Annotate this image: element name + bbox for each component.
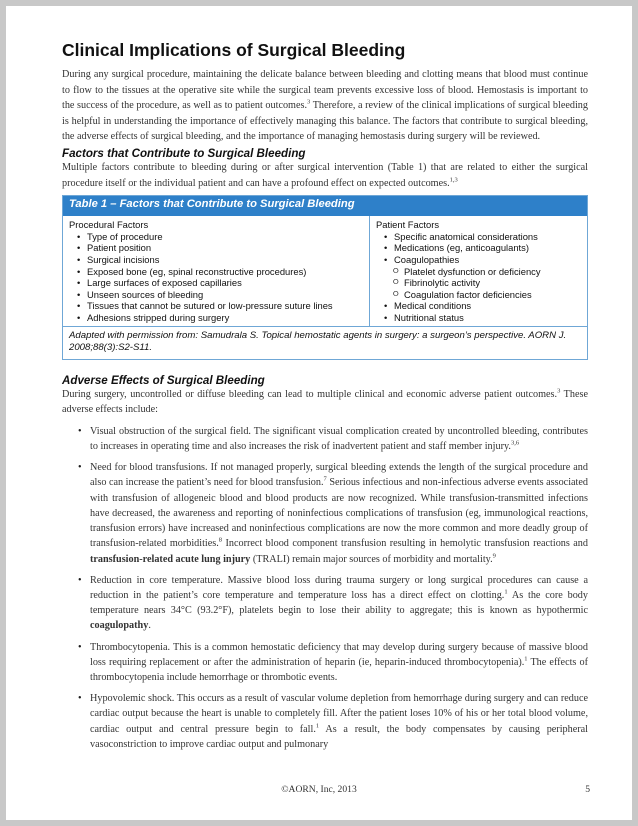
list-item: • Unseen sources of bleeding: [69, 289, 365, 301]
patient-factors-list: [376, 231, 583, 324]
factors-paragraph: Multiple factors contribute to bleeding during or after surgical intervention (Table 1) that are related to either the surgical procedure itself or the individual patient and can have a profound effect on expected outcomes.$^{1,3}$: [62, 161, 588, 189]
document-page: [6, 6, 632, 820]
list-item: • Medical conditions: [376, 300, 583, 312]
page-number: 5: [585, 784, 590, 795]
list-item: • Hypovolemic shock. This occurs as a result of vascular volume depletion from hemorrhage during surgery and can reduce cardiac output because the heart is unable to completely fill. After the patient loses 10% of his or her total blood volume, cardiac output and central pressure begin to fall.$^1$ As a result, the body compensates by causing peripheral vasoconstriction to improve cardiac output and pulmonary: [62, 691, 588, 752]
procedural-factors-column: [63, 216, 370, 325]
patient-factors-header: Patient Factors: [376, 219, 440, 231]
factors-table: [62, 195, 588, 360]
list-item: • Coagulopathies: [376, 254, 583, 266]
list-item: • Type of procedure: [69, 231, 365, 243]
patient-factors-column: [370, 216, 587, 325]
list-item: • Patient position: [69, 242, 365, 254]
list-item: • Tissues that cannot be sutured or low-pressure suture lines: [69, 300, 365, 312]
sub-list-item: ⭘ Coagulation factor deficiencies: [376, 289, 583, 301]
list-item: • Adhesions stripped during surgery: [69, 312, 365, 324]
list-item: • Need for blood transfusions. If not managed properly, surgical bleeding extends the length of the surgical procedure and also can increase the patient’s need for blood transfusion.$^7$ Serious infectious and non-infectious adverse events associated with transfusion of allogeneic blood and blood products are now recognized. While transfusion-transmitted infections have decreased, the awareness and reporting of noninfectious complications of transfusion (eg, immunological reactions, transfusion errors) have increased and noninfectious complications are now the more common and more deadly group of transfusion-related morbidities.$^8$ Incorrect blood component transfusion resulting in hemolytic transfusion reactions and transfusion-related acute lung injury (TRALI) remain major sources of morbidity and mortality.$^9$: [62, 460, 588, 566]
list-item: • Visual obstruction of the surgical field. The significant visual complication created by uncontrolled bleeding, contributes to increases in operating time and also increases the risk of inadvertent patient and staff member injury.$^{3,6}$: [62, 424, 588, 454]
intro-paragraph: During any surgical procedure, maintaining the delicate balance between bleeding and clotting means that blood must continue to flow to the tissues at the operative site while the surgical team prevents excessive loss of blood. Hemostasis is important to the success of the procedure, as well as to patient outcomes.$^3$ Therefore, a review of the clinical implications of surgical bleeding is helpful in understanding the importance of effectively managing this balance. The factors that contribute to surgical bleeding, the adverse effects of surgical bleeding, and the importance of managing hemostasis during surgery will be reviewed.: [62, 69, 588, 143]
sub-list-item: ⭘ Platelet dysfunction or deficiency: [376, 266, 583, 278]
list-item: • Large surfaces of exposed capillaries: [69, 277, 365, 289]
page-content: [62, 40, 588, 758]
procedural-factors-header: Procedural Factors: [69, 219, 149, 231]
list-item: • Medications (eg, anticoagulants): [376, 242, 583, 254]
table-title: Table 1 – Factors that Contribute to Surgical Bleeding: [63, 196, 587, 216]
adverse-effects-list: [62, 424, 588, 752]
adverse-heading: Adverse Effects of Surgical Bleeding: [62, 373, 265, 387]
procedural-factors-list: [69, 231, 365, 324]
list-item: • Thrombocytopenia. This is a common hemostatic deficiency that may develop during surgery because of massive blood loss requiring replacement or after the administration of heparin (ie, heparin-induced thrombocytopenia).$^1$ The effects of thrombocytopenia include hemorrhage or thrombotic events.: [62, 640, 588, 686]
table-body: [63, 216, 587, 326]
adverse-intro: During surgery, uncontrolled or diffuse bleeding can lead to multiple clinical and economic adverse patient outcomes.$^3$ These adverse effects include:: [62, 387, 588, 416]
page-title: Clinical Implications of Surgical Bleeding: [62, 40, 406, 60]
list-item: • Exposed bone (eg, spinal reconstructive procedures): [69, 266, 365, 278]
factors-heading: Factors that Contribute to Surgical Bleeding: [62, 146, 306, 160]
list-item: • Nutritional status: [376, 312, 583, 324]
list-item: • Reduction in core temperature. Massive blood loss during trauma surgery or long surgical procedures can cause a reduction in the patient’s core temperature and temperature loss has a direct effect on clotting.$^1$ As the core body temperature nears 34°C (93.2°F), platelets begin to lose their ability to aggregate; this is known as hypothermic coagulopathy.: [62, 573, 588, 634]
list-item: • Surgical incisions: [69, 254, 365, 266]
list-item: • Specific anatomical considerations: [376, 231, 583, 243]
copyright: ©AORN, Inc, 2013: [281, 784, 357, 795]
sub-list-item: ⭘ Fibrinolytic activity: [376, 277, 583, 289]
table-footnote: Adapted with permission from: Samudrala S. Topical hemostatic agents in surgery: a surgeon’s perspective. AORN J. 2008;88(3):S2-S11.: [69, 329, 567, 354]
